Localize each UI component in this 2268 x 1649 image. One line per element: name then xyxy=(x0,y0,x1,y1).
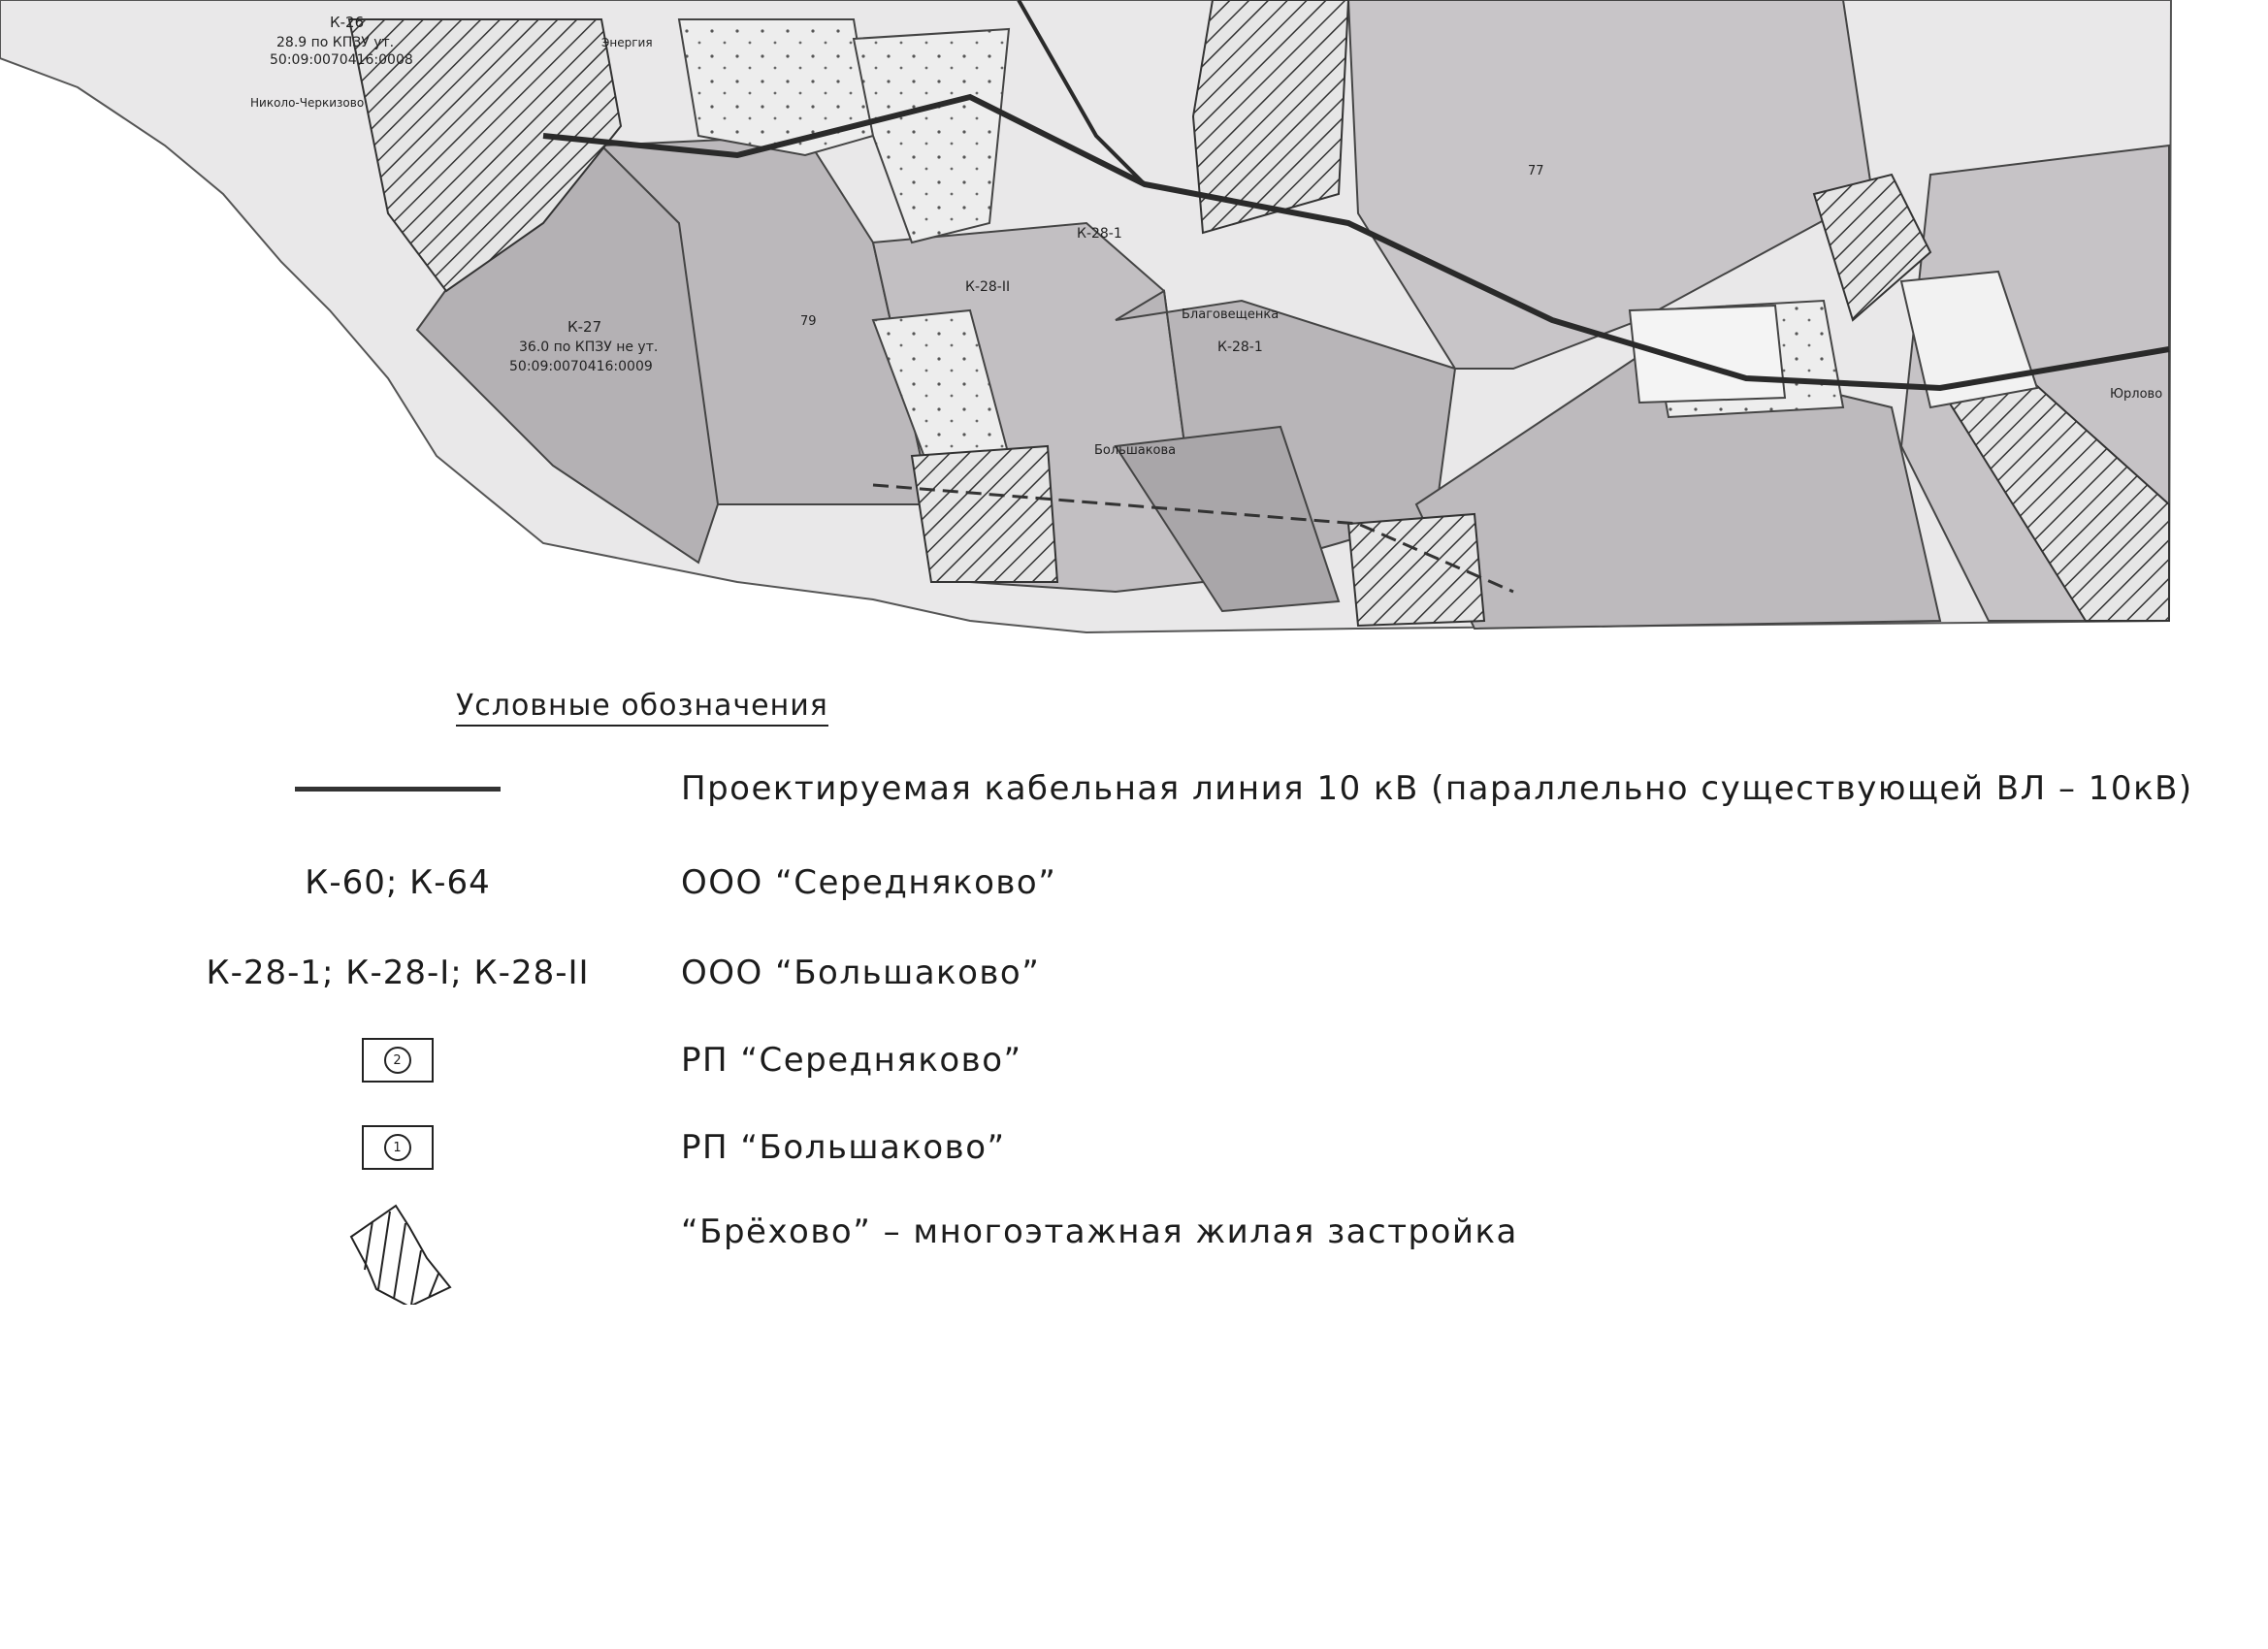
legend-symbol-k60: К-60; К-64 xyxy=(305,863,491,902)
rp-box-icon xyxy=(362,1125,434,1170)
legend-row-bolshakovo-ooo xyxy=(0,939,2268,1007)
rp-number-2: 2 xyxy=(384,1047,411,1074)
map-label-blagoveshchenka: Благовещенка xyxy=(1182,307,1280,322)
legend-row-cable-line xyxy=(0,755,2268,823)
legend-symbol-rp-1 xyxy=(136,1114,660,1181)
parcel-yurlovo xyxy=(1630,306,1785,403)
legend-row-brekhovo xyxy=(0,1193,2268,1310)
map-label-energia: Энергия xyxy=(601,36,653,49)
map-label-bolshakovo: Большакова xyxy=(1094,443,1177,458)
map-canvas xyxy=(0,0,2268,669)
map-label-k26-cad: 50:09:0070416:0008 xyxy=(270,52,413,68)
map-label-k28-ii: К-28-II xyxy=(965,279,1011,295)
legend-desc-serednyakovo-ooo: ООО “Середняково” xyxy=(681,863,1057,902)
hatched-area-icon xyxy=(330,1198,466,1305)
legend-row-rp-bolshakovo xyxy=(0,1114,2268,1181)
rp-box-icon xyxy=(362,1038,434,1083)
cadastral-map xyxy=(0,0,2268,669)
legend-desc-bolshakovo-ooo: ООО “Большаково” xyxy=(681,954,1041,992)
legend-desc-rp-bolshakovo: РП “Большаково” xyxy=(681,1128,1006,1167)
legend-symbol-rp-2 xyxy=(136,1026,660,1094)
legend-desc-cable: Проектируемая кабельная линия 10 кВ (параллельно существующей ВЛ – 10кВ) xyxy=(681,769,2193,808)
map-label-k26: К-26 xyxy=(330,14,365,31)
legend-row-rp-serednyakovo xyxy=(0,1026,2268,1094)
legend-desc-rp-serednyakovo: РП “Середняково” xyxy=(681,1041,1022,1080)
hatch-zone-south xyxy=(1348,514,1484,626)
legend-row-serednyakovo-ooo xyxy=(0,849,2268,917)
map-label-k28-1-mid: К-28-1 xyxy=(1217,340,1263,355)
map-label-k28-1-top: К-28-1 xyxy=(1077,226,1122,242)
legend-symbol-hatch xyxy=(136,1193,660,1310)
rp-number-1: 1 xyxy=(384,1134,411,1161)
map-label-k27-cad: 50:09:0070416:0009 xyxy=(509,359,653,374)
map-label-village-nw: Николо-Черкизово xyxy=(250,96,365,110)
map-label-77: 77 xyxy=(1528,164,1544,178)
legend-title: Условные обозначения xyxy=(456,689,828,727)
map-label-k26-area: 28.9 по КПЗУ ут. xyxy=(276,35,395,50)
legend-symbol-cable xyxy=(136,755,660,823)
map-label-yurlovo: Юрлово xyxy=(2110,387,2163,402)
forest-energia xyxy=(679,19,873,155)
map-label-79: 79 xyxy=(800,314,817,329)
legend-desc-brekhovo: “Брёхово” – многоэтажная жилая застройка xyxy=(681,1212,1518,1251)
hatch-zone-center xyxy=(912,446,1057,582)
map-label-k27-area: 36.0 по КПЗУ не ут. xyxy=(519,340,659,355)
legend-symbol-k28: К-28-1; К-28-I; К-28-II xyxy=(206,954,590,992)
map-label-k27: К-27 xyxy=(567,318,602,336)
legend-panel xyxy=(0,669,2268,1649)
cable-line-icon xyxy=(295,787,501,792)
